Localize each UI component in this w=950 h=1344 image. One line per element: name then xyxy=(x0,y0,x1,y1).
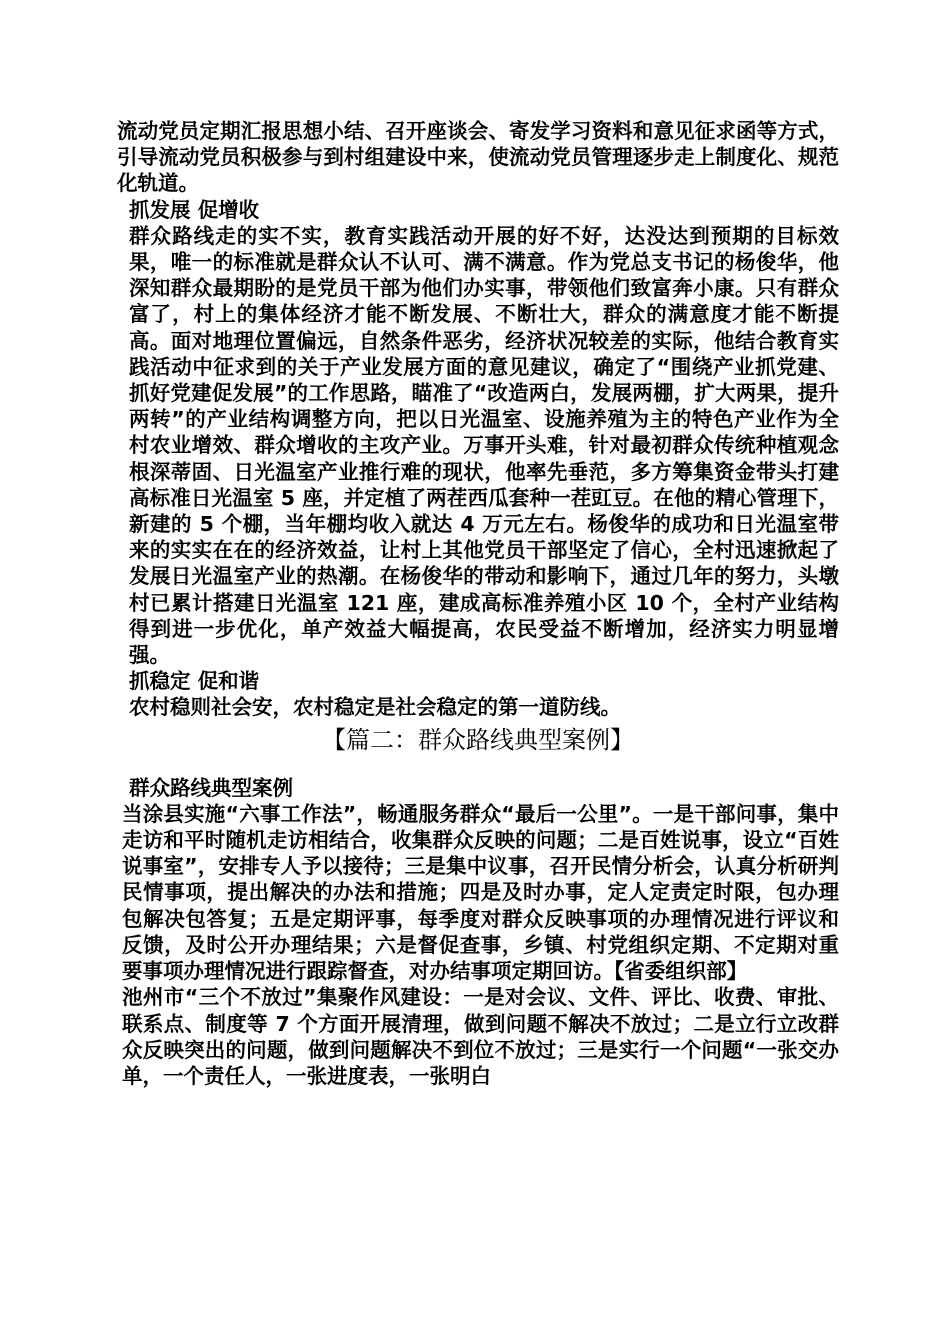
stable-paragraph: 农村稳则社会安，农村稳定是社会稳定的第一道防线。 xyxy=(129,695,621,720)
heading-cases: 群众路线典型案例 xyxy=(129,775,293,800)
case1-paragraph: 当涂县实施“六事工作法”，畅通服务群众“最后一公里”。一是干部问事，集中走访和平时随机走访相结合，收集群众反映的问题；二是百姓说事，设立“百姓说事室”，安排专人予以接待；三是集中议事，召开民情分析会，认真分析研判民情事项，提出解决的办法和措施；四是及时办事，定人定责定时限，包办理包解决包答复；五是定期评事，每季度对群众反映事项的办理情况进行评议和反馈，及时公开办理结果；六是督促查事，乡镇、村党组织定期、不定期对重要事项办理情况进行跟踪督查，对办结事项定期回访。【省委组织部】 xyxy=(122,801,839,984)
section-title: 【篇二：群众路线典型案例】 xyxy=(322,725,634,754)
heading-develop: 抓发展 促增收 xyxy=(129,197,260,222)
case2-paragraph: 池州市“三个不放过”集聚作风建设：一是对会议、文件、评比、收费、审批、联系点、制度等 7 个方面开展清理，做到问题不解决不放过；二是立行立改群众反映突出的问题，做到问题解决不到位不放过；三是实行一个问题“一张交办单，一个责任人，一张进度表，一张明白 xyxy=(122,985,839,1088)
intro-paragraph: 流动党员定期汇报思想小结、召开座谈会、寄发学习资料和意见征求函等方式，引导流动党员积极参与到村组建设中来，使流动党员管理逐步走上制度化、规范化轨道。 xyxy=(117,119,839,196)
heading-stable: 抓稳定 促和谐 xyxy=(129,669,260,694)
document-body xyxy=(117,118,839,1089)
develop-paragraph: 群众路线走的实不实，教育实践活动开展的好不好，达没达到预期的目标效果，唯一的标准就是群众认不认可、满不满意。作为党总支书记的杨俊华，他深知群众最期盼的是党员干部为他们办实事，带领他们致富奔小康。只有群众富了，村上的集体经济才能不断发展、不断壮大，群众的满意度才能不断提高。面对地理位置偏远，自然条件恶劣，经济状况较差的实际，他结合教育实践活动中征求到的关于产业发展方面的意见建议，确定了“围绕产业抓党建、抓好党建促发展”的工作思路，瞄准了“改造两白，发展两棚，扩大两果，提升两转”的产业结构调整方向，把以日光温室、设施养殖为主的特色产业作为全村农业增效、群众增收的主攻产业。万事开头难，针对最初群众传统种植观念根深蒂固、日光温室产业推行难的现状，他率先垂范，多方筹集资金带头打建高标准日光温室 5 座，并定植了两茬西瓜套种一茬豇豆。在他的精心管理下，新建的 5 个棚，当年棚均收入就达 4 万元左右。杨俊华的成功和日光温室带来的实实在在的经济效益，让村上其他党员干部坚定了信心，全村迅速掀起了发展日光温室产业的热潮。在杨俊华的带动和影响下，通过几年的努力，头墩村已累计搭建日光温室 121 座，建成高标准养殖小区 10 个，全村产业结构得到进一步优化，单产效益大幅提高，农民受益不断增加，经济实力明显增强。 xyxy=(129,223,839,668)
